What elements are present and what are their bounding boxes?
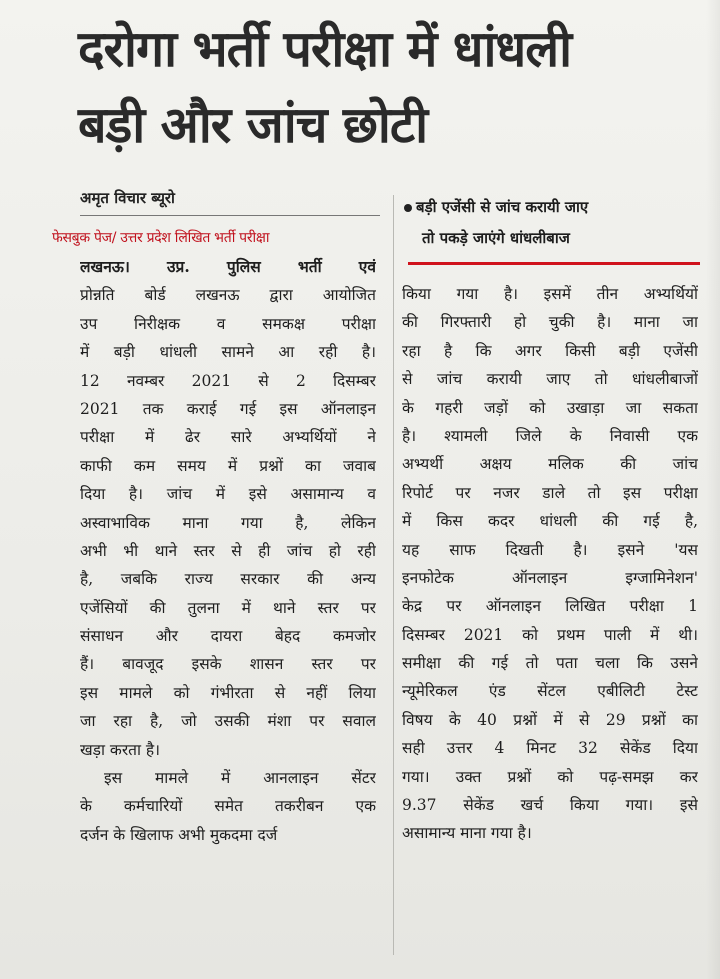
source-tag: फेसबुक पेज/ उत्तर प्रदेश लिखित भर्ती परीक्षा xyxy=(52,230,270,246)
article-line: इस मामले को गंभीरता से नहीं लिया xyxy=(80,683,376,702)
article-line: हैं। बावजूद इसके शासन स्तर पर xyxy=(80,655,376,674)
article-line: रहा है कि अगर किसी बड़ी एजेंसी xyxy=(402,341,698,360)
article-line: के कर्मचारियों समेत तकरीबन एक xyxy=(80,797,376,816)
article-line: में बड़ी धांधली सामने आ रही है। xyxy=(80,343,376,362)
article-line: रिपोर्ट पर नजर डाले तो इस परीक्षा xyxy=(402,483,698,502)
article-line: विषय के 40 प्रश्नों में से 29 प्रश्नों का xyxy=(402,710,698,729)
callout-red-rule xyxy=(408,262,700,265)
article-line: दिया है। जांच में इसे असामान्य व xyxy=(80,485,376,504)
article-line: किया गया है। इसमें तीन अभ्यर्थियों xyxy=(402,285,698,303)
article-line: काफी कम समय में प्रश्नों का जवाब xyxy=(80,456,376,475)
article-line: में किस कदर धांधली की गई है, xyxy=(402,512,698,531)
article-line: जा रहा है, जो उसकी मंशा पर सवाल xyxy=(80,712,376,731)
article-line: अभी भी थाने स्तर से ही जांच हो रही xyxy=(80,541,376,560)
article-line: अभ्यर्थी अक्षय मलिक की जांच xyxy=(402,455,698,474)
article-line: उप निरीक्षक व समकक्ष परीक्षा xyxy=(80,314,376,333)
article-column-1 xyxy=(80,253,376,849)
article-line: असामान्य माना गया है। xyxy=(402,824,532,843)
article-line: है। श्यामली जिले के निवासी एक xyxy=(402,426,698,445)
article-line: एजेंसियों की तुलना में थाने स्तर पर xyxy=(80,598,376,617)
callout-box xyxy=(404,192,694,254)
article-line: 12 नवम्बर 2021 से 2 दिसम्बर xyxy=(80,371,376,390)
callout-line-2: तो पकड़े जाएंगे धांधलीबाज xyxy=(422,229,570,247)
article-line: प्रोन्नति बोर्ड लखनऊ द्वारा आयोजित xyxy=(80,286,376,305)
article-line: दिसम्बर 2021 को प्रथम पाली में थी। xyxy=(402,625,698,644)
article-line: दर्जन के खिलाफ अभी मुकदमा दर्ज xyxy=(80,825,278,844)
article-line: समीक्षा की गई तो पता चला कि उसने xyxy=(402,654,698,673)
bullet-icon xyxy=(404,204,412,212)
article-line: खड़ा करता है। xyxy=(80,740,161,759)
article-line: केद्र पर ऑनलाइन लिखित परीक्षा 1 xyxy=(402,597,698,616)
column-divider xyxy=(393,195,394,955)
article-line: 2021 तक कराई गई इस ऑनलाइन xyxy=(80,399,376,418)
article-line: लखनऊ। उप्र. पुलिस भर्ती एवं xyxy=(80,257,376,276)
headline-line-1: दरोगा भर्ती परीक्षा में धांधली xyxy=(78,20,572,78)
headline-line-2: बड़ी और जांच छोटी xyxy=(78,96,428,154)
page-edge-shadow xyxy=(706,0,720,979)
article-line: है, जबकि राज्य सरकार की अन्य xyxy=(80,570,376,589)
byline-divider xyxy=(80,215,380,216)
article-line: सही उत्तर 4 मिनट 32 सेकेंड दिया xyxy=(402,739,698,758)
article-line: संसाधन और दायरा बेहद कमजोर xyxy=(80,627,376,646)
article-line: के गहरी जड़ों को उखाड़ा जा सकता xyxy=(402,398,698,417)
article-line: इनफोटेक ऑनलाइन इग्जामिनेशन' xyxy=(402,568,698,587)
article-line: इस मामले में आनलाइन सेंटर xyxy=(104,769,376,788)
byline: अमृत विचार ब्यूरो xyxy=(80,189,175,207)
article-line: अस्वाभाविक माना गया है, लेकिन xyxy=(80,513,376,532)
article-line: न्यूमेरिकल एंड सेंटल एबीलिटी टेस्ट xyxy=(402,682,698,701)
article-line: यह साफ दिखती है। इसने 'यस xyxy=(402,540,698,559)
callout-line-1 xyxy=(404,192,694,223)
article-line: गया। उक्त प्रश्नों को पढ़-समझ कर xyxy=(402,767,698,786)
callout-text-1: बड़ी एजेंसी से जांच करायी जाए xyxy=(416,198,589,216)
article-column-2 xyxy=(402,280,698,848)
article-line: से जांच करायी जाए तो धांधलीबाजों xyxy=(402,370,698,389)
article-line: 9.37 सेकेंड खर्च किया गया। इसे xyxy=(402,796,698,815)
article-line: परीक्षा में ढेर सारे अभ्यर्थियों ने xyxy=(80,428,376,447)
article-line: की गिरफ्तारी हो चुकी है। माना जा xyxy=(402,313,698,332)
